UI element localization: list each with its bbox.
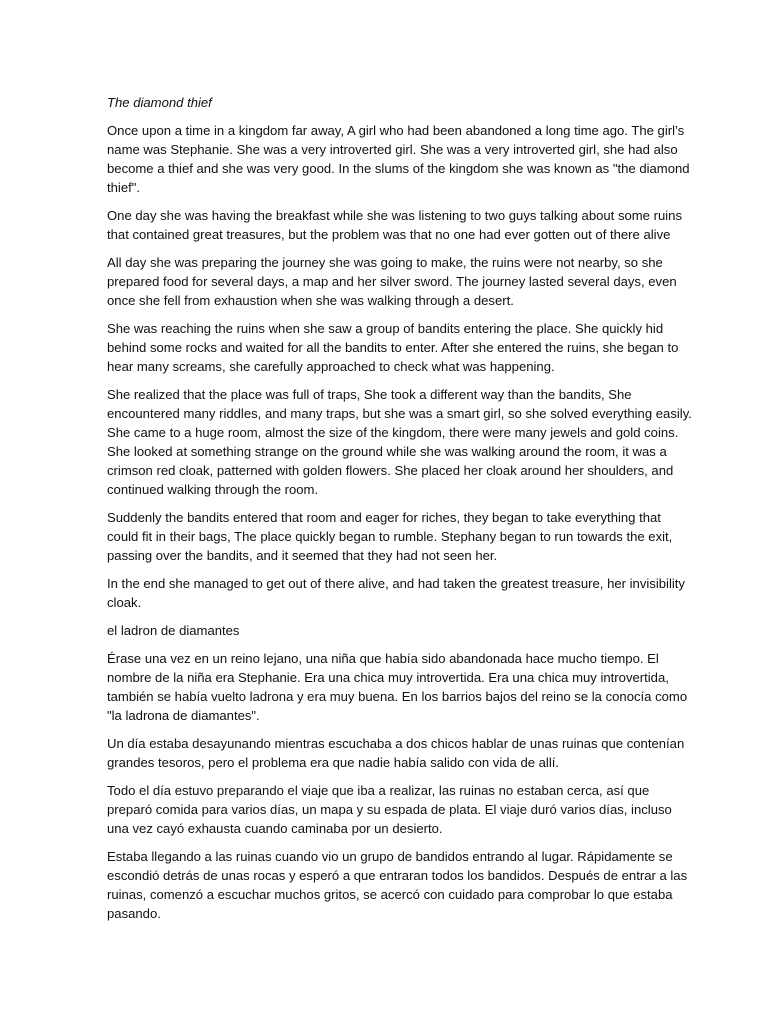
english-paragraph-3: All day she was preparing the journey she was going to make, the ruins were not nearby, so she prepared food for several days, a map and her silver sword. The journey lasted several days, even once she fell from exhaustion when she was walking through a desert. xyxy=(107,255,677,308)
english-title: The diamond thief xyxy=(107,95,212,110)
spanish-paragraph-4: Estaba llegando a las ruinas cuando vio un grupo de bandidos entrando al lugar. Rápidamente se escondió detrás de unas rocas y esperó a que entraran todos los bandidos. Después de entrar a las ruinas, comenzó a escuchar muchos gritos, se acercó con cuidado para comprobar lo que estaba pasando. xyxy=(107,849,688,921)
spanish-title: el ladron de diamantes xyxy=(107,623,240,638)
english-paragraph-5: She realized that the place was full of traps, She took a different way than the bandits, She encountered many riddles, and many traps, but she was a smart girl, so she solved everything easily. She came to a huge room, almost the size of the kingdom, there were many jewels and gold coins. She looked at something strange on the ground while she was walking around the room, it was a crimson red cloak, patterned with golden flowers. She placed her cloak around her shoulders, and continued walking through the room. xyxy=(107,387,692,497)
english-paragraph-4: She was reaching the ruins when she saw a group of bandits entering the place. She quickly hid behind some rocks and waited for all the bandits to enter. After she entered the ruins, she began to hear many screams, she carefully approached to check what was happening. xyxy=(107,321,679,374)
english-paragraph-7: In the end she managed to get out of there alive, and had taken the greatest treasure, her invisibility cloak. xyxy=(107,576,685,610)
english-paragraph-1: Once upon a time in a kingdom far away, A girl who had been abandoned a long time ago. The girl’s name was Stephanie. She was a very introverted girl. She was a very introverted girl, she had also become a thief and she was very good. In the slums of the kingdom she was known as "the diamond thief". xyxy=(107,123,690,195)
english-paragraph-6: Suddenly the bandits entered that room and eager for riches, they began to take everything that could fit in their bags, The place quickly began to rumble. Stephany began to run towards the exit, passing over the bandits, and it seemed that they had not seen her. xyxy=(107,510,673,563)
english-paragraph-2: One day she was having the breakfast while she was listening to two guys talking about some ruins that contained great treasures, but the problem was that no one had ever gotten out of there alive xyxy=(107,208,682,242)
spanish-paragraph-3: Todo el día estuvo preparando el viaje que iba a realizar, las ruinas no estaban cerca, así que preparó comida para varios días, un mapa y su espada de plata. El viaje duró varios días, incluso una vez cayó exhausta cuando caminaba por un desierto. xyxy=(107,783,672,836)
spanish-paragraph-1: Érase una vez en un reino lejano, una niña que había sido abandonada hace mucho tiempo. El nombre de la niña era Stephanie. Era una chica muy introvertida. Era una chica muy introvertida, también se había vuelto ladrona y era muy buena. En los barrios bajos del reino se la conocía como "la ladrona de diamantes". xyxy=(107,651,688,723)
spanish-paragraph-2: Un día estaba desayunando mientras escuchaba a dos chicos hablar de unas ruinas que contenían grandes tesoros, pero el problema era que nadie había salido con vida de allí. xyxy=(107,736,685,770)
document-page xyxy=(107,93,693,932)
